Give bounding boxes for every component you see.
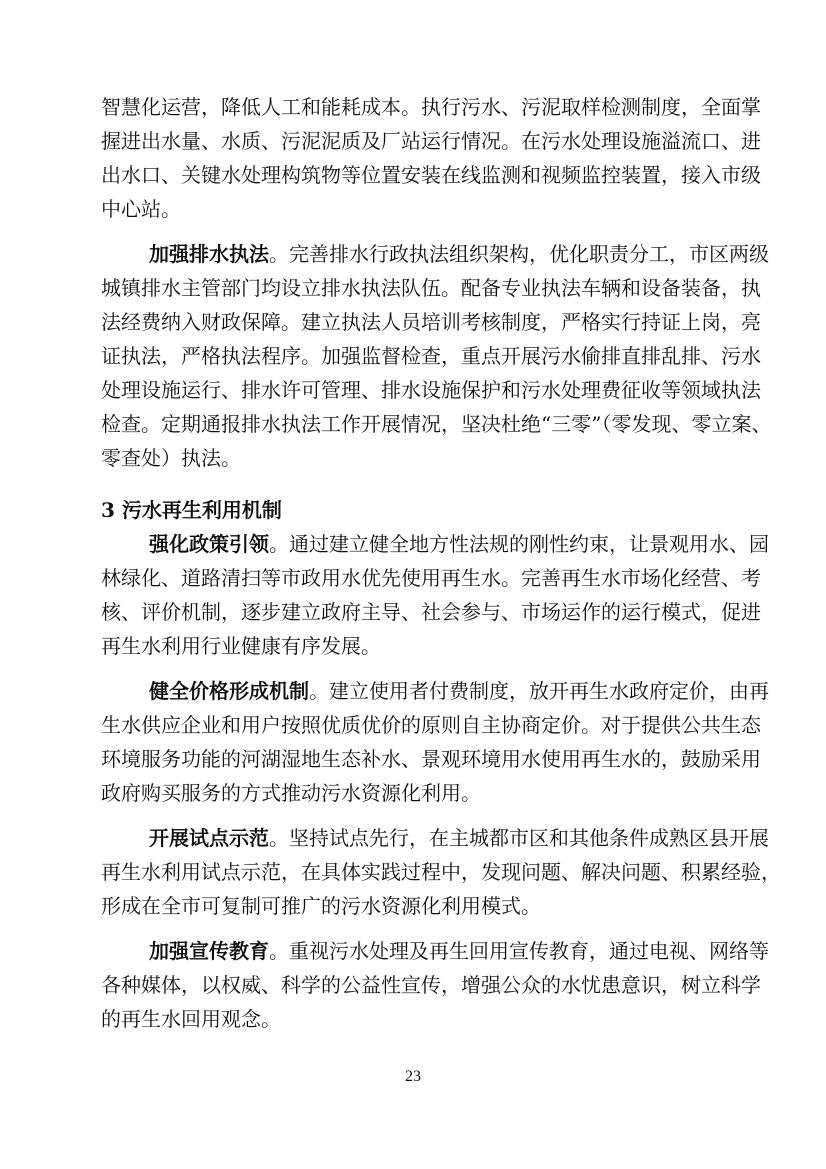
text-line: 零查处）执法。 <box>101 446 241 470</box>
paragraph-lead: 开展试点示范 <box>149 826 269 850</box>
text-line <box>101 237 769 271</box>
text-line: 智慧化运营，降低人工和能耗成本。执行污水、污泥取样检测制度，全面掌 <box>101 95 761 119</box>
page-number: 23 <box>405 1068 421 1085</box>
paragraph-pilot-demonstration <box>101 821 781 923</box>
paragraph-drainage-enforcement <box>101 237 772 475</box>
paragraph-lead: 加强排水执法 <box>149 242 269 266</box>
text-line: 环境服务功能的河湖湿地生态补水、景观环境用水使用再生水的，鼓励采用 <box>101 747 761 771</box>
text-line: 生水供应企业和用户按照优质优价的原则自主协商定价。对于提供公共生态 <box>101 713 761 737</box>
text-line: 出水口、关键水处理构筑物等位置安装在线监测和视频监控装置，接入市级 <box>101 163 761 187</box>
text-line: 证执法，严格执法程序。加强监督检查，重点开展污水偷排直排乱排、污水 <box>101 344 761 368</box>
paragraph-lead: 健全价格形成机制 <box>149 679 309 703</box>
text-line <box>101 821 769 855</box>
text-line: 各种媒体，以权威、科学的公益性宣传，增强公众的水忧患意识，树立科学 <box>101 973 761 997</box>
text-line: 的再生水回用观念。 <box>101 1007 281 1031</box>
text-line: 中心站。 <box>101 197 181 221</box>
text-line: 再生水利用试点示范，在具体实践过程中，发现问题、解决问题、积累经验， <box>101 860 781 884</box>
text-span: 。完善排水行政执法组织架构，优化职责分工，市区两级 <box>269 242 769 266</box>
text-line: 处理设施运行、排水许可管理、排水设施保护和污水处理费征收等领域执法 <box>101 378 761 402</box>
text-line: 检查。定期通报排水执法工作开展情况，坚决杜绝“三零”（零发现、零立案、 <box>101 412 772 436</box>
text-line: 林绿化、道路清扫等市政用水优先使用再生水。完善再生水市场化经营、考 <box>101 566 761 590</box>
text-line: 法经费纳入财政保障。建立执法人员培训考核制度，严格实行持证上岗，亮 <box>101 310 761 334</box>
paragraph-policy-guidance <box>101 527 769 663</box>
text-span: 。通过建立健全地方性法规的刚性约束，让景观用水、园 <box>269 532 769 556</box>
section-heading: 3 污水再生利用机制 <box>101 498 282 522</box>
text-span: 。建立使用者付费制度，放开再生水政府定价，由再 <box>309 679 769 703</box>
text-line: 政府购买服务的方式推动污水资源化利用。 <box>101 781 481 805</box>
text-line: 核、评价机制，逐步建立政府主导、社会参与、市场运作的运行模式，促进 <box>101 600 761 624</box>
text-line: 形成在全市可复制可推广的污水资源化利用模式。 <box>101 894 541 918</box>
paragraph-continued <box>101 90 761 226</box>
text-line: 城镇排水主管部门均设立排水执法队伍。配备专业执法车辆和设备装备，执 <box>101 276 761 300</box>
text-line: 握进出水量、水质、污泥泥质及厂站运行情况。在污水处理设施溢流口、进 <box>101 129 761 153</box>
paragraph-lead: 加强宣传教育 <box>149 939 269 963</box>
text-line <box>101 674 769 708</box>
paragraph-lead: 强化政策引领 <box>149 532 269 556</box>
text-line: 再生水利用行业健康有序发展。 <box>101 634 381 658</box>
text-span: 。坚持试点先行，在主城都市区和其他条件成熟区县开展 <box>269 826 769 850</box>
text-line <box>101 934 769 968</box>
text-line <box>101 527 769 561</box>
paragraph-pricing-mechanism <box>101 674 769 810</box>
document-body <box>101 90 781 1047</box>
text-span: 。重视污水处理及再生回用宣传教育，通过电视、网络等 <box>269 939 769 963</box>
paragraph-publicity-education <box>101 934 769 1036</box>
